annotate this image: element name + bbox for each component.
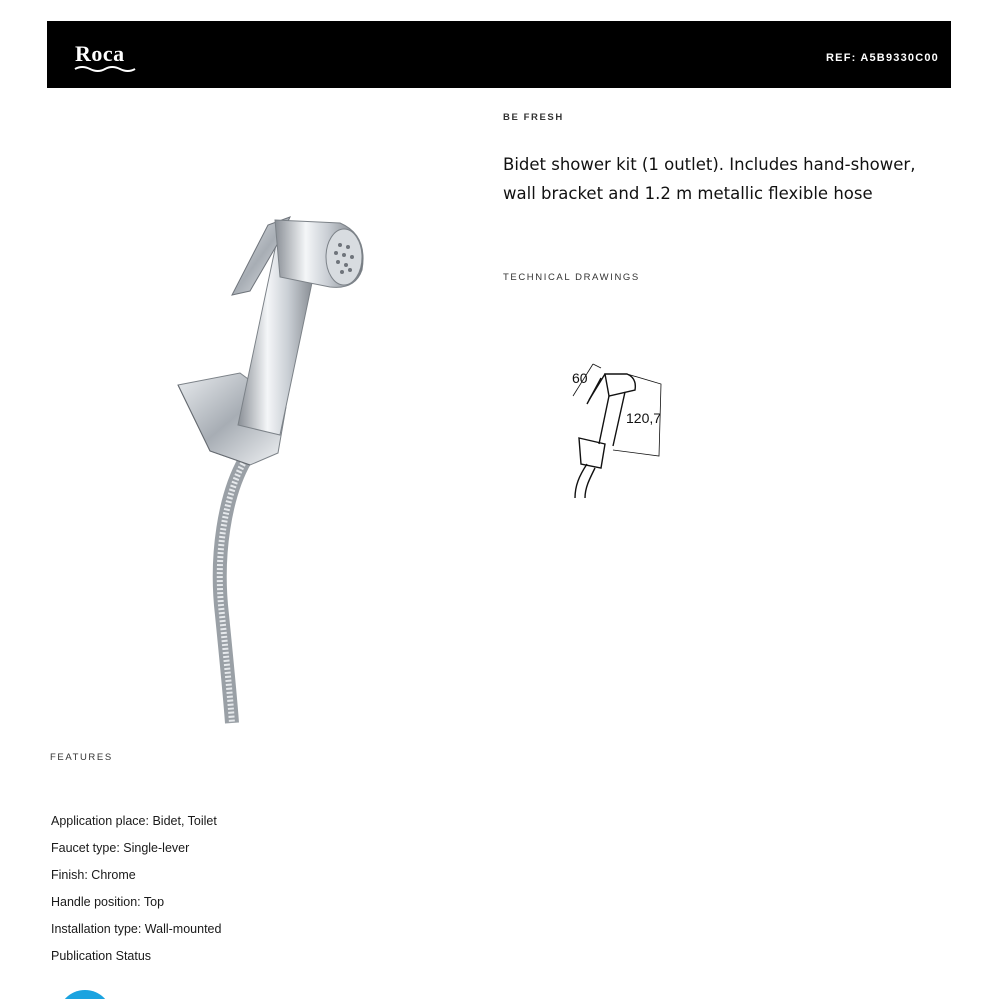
- dimension-width-label: 60: [572, 370, 588, 386]
- feature-item: Application place: Bidet, Toilet: [51, 814, 217, 828]
- feature-item: Faucet type: Single-lever: [51, 841, 190, 855]
- feature-item: Installation type: Wall-mounted: [51, 922, 222, 936]
- header-bar: [47, 21, 951, 88]
- dimension-height-label: 120,7: [626, 410, 662, 426]
- technical-drawings-heading: TECHNICAL DRAWINGS: [503, 272, 640, 283]
- feature-item: Publication Status: [51, 949, 152, 963]
- logo-wave-icon: [74, 65, 136, 73]
- status-indicator-icon: [58, 990, 112, 999]
- brand-logo: Roca: [75, 41, 125, 66]
- collection-name: BE FRESH: [503, 112, 564, 123]
- feature-item: Handle position: Top: [51, 895, 165, 909]
- bidet-hand-shower-photo: [150, 195, 390, 725]
- reference-code: REF: A5B9330C00: [826, 52, 939, 64]
- features-heading: FEATURES: [50, 752, 113, 763]
- features-list: [51, 808, 221, 970]
- feature-item: Finish: Chrome: [51, 868, 136, 882]
- product-description: Bidet shower kit (1 outlet). Includes hand-shower, wall bracket and 1.2 m metallic flexible hose: [503, 155, 916, 203]
